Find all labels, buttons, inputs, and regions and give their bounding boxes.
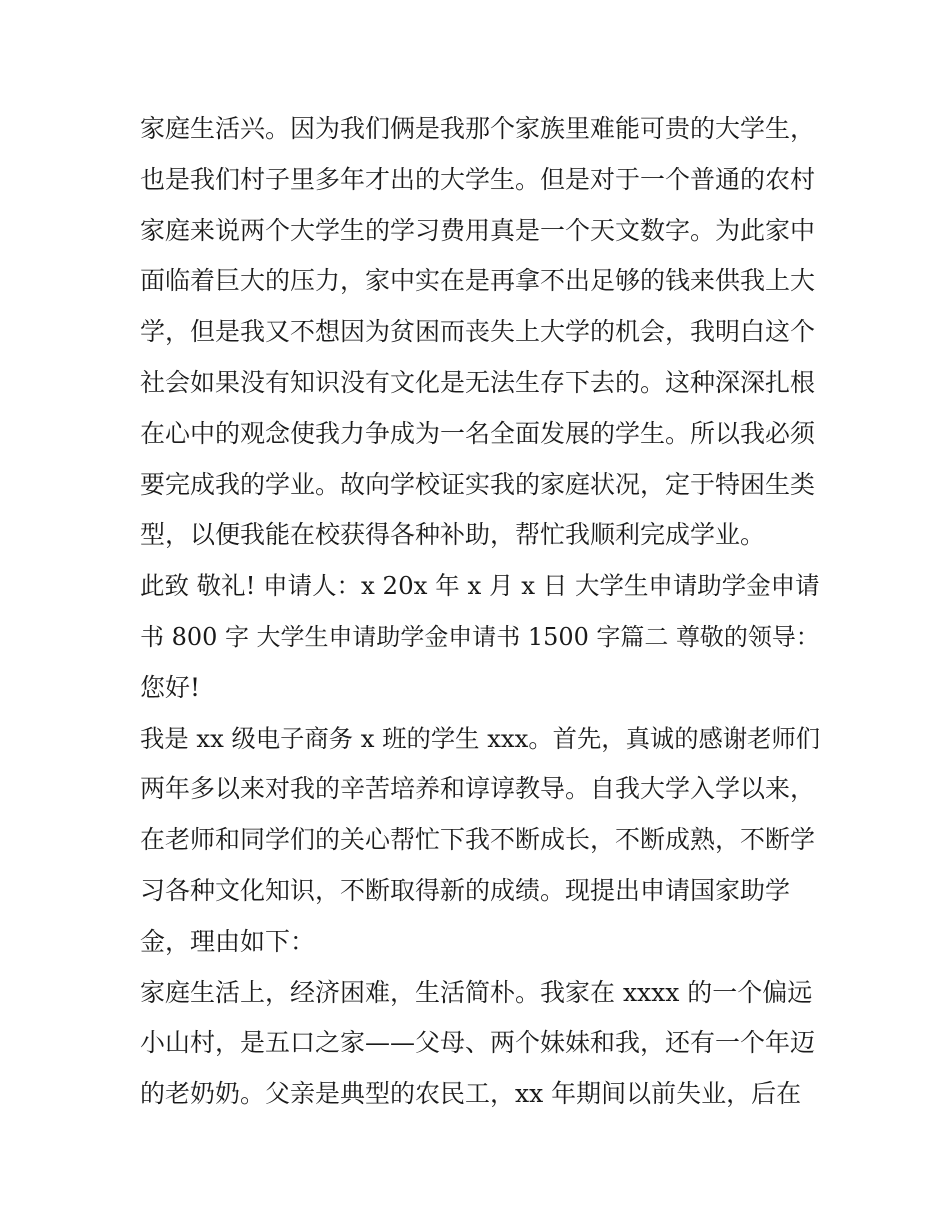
text-line: 两年多以来对我的辛苦培养和谆谆教导。自我大学入学以来，	[140, 774, 816, 804]
text-line: 您好!	[140, 672, 201, 702]
text-line: 此致 敬礼! 申请人：x 20x 年 x 月 x 日 大学生申请助学金申请	[140, 571, 820, 601]
text-line: 金，理由如下：	[140, 926, 316, 956]
text-line: 也是我们村子里多年才出的大学生。但是对于一个普通的农村	[140, 164, 816, 194]
text-line: 小山村，是五口之家——父母、两个妹妹和我，还有一个年迈	[140, 1028, 816, 1058]
text-line: 学，但是我又不想因为贫困而丧失上大学的机会，我明白这个	[140, 317, 816, 347]
text-line: 习各种文化知识，不断取得新的成绩。现提出申请国家助学	[140, 875, 791, 905]
text-line: 的老奶奶。父亲是典型的农民工，xx 年期间以前失业，后在	[140, 1079, 802, 1109]
text-line: 在心中的观念使我力争成为一名全面发展的学生。所以我必须	[140, 418, 816, 448]
text-line: 家庭生活上，经济困难，生活简朴。我家在 xxxx 的一个偏远	[140, 977, 813, 1007]
text-line: 面临着巨大的压力，家中实在是再拿不出足够的钱来供我上大	[140, 266, 816, 296]
text-line: 型，以便我能在校获得各种补助，帮忙我顺利完成学业。	[140, 520, 766, 550]
text-line: 书 800 字 大学生申请助学金申请书 1500 字篇二 尊敬的领导：	[140, 622, 820, 651]
text-line: 在老师和同学们的关心帮忙下我不断成长，不断成熟，不断学	[140, 825, 816, 855]
text-line: 要完成我的学业。故向学校证实我的家庭状况，定于特困生类	[140, 469, 816, 499]
document-body	[140, 104, 820, 1120]
text-line: 家庭来说两个大学生的学习费用真是一个天文数字。为此家中	[140, 215, 816, 245]
text-line: 家庭生活兴。因为我们俩是我那个家族里难能可贵的大学生，	[140, 114, 816, 143]
text-line: 我是 xx 级电子商务 x 班的学生 xxx。首先，真诚的感谢老师们	[140, 723, 821, 753]
text-line: 社会如果没有知识没有文化是无法生存下去的。这种深深扎根	[140, 367, 816, 397]
